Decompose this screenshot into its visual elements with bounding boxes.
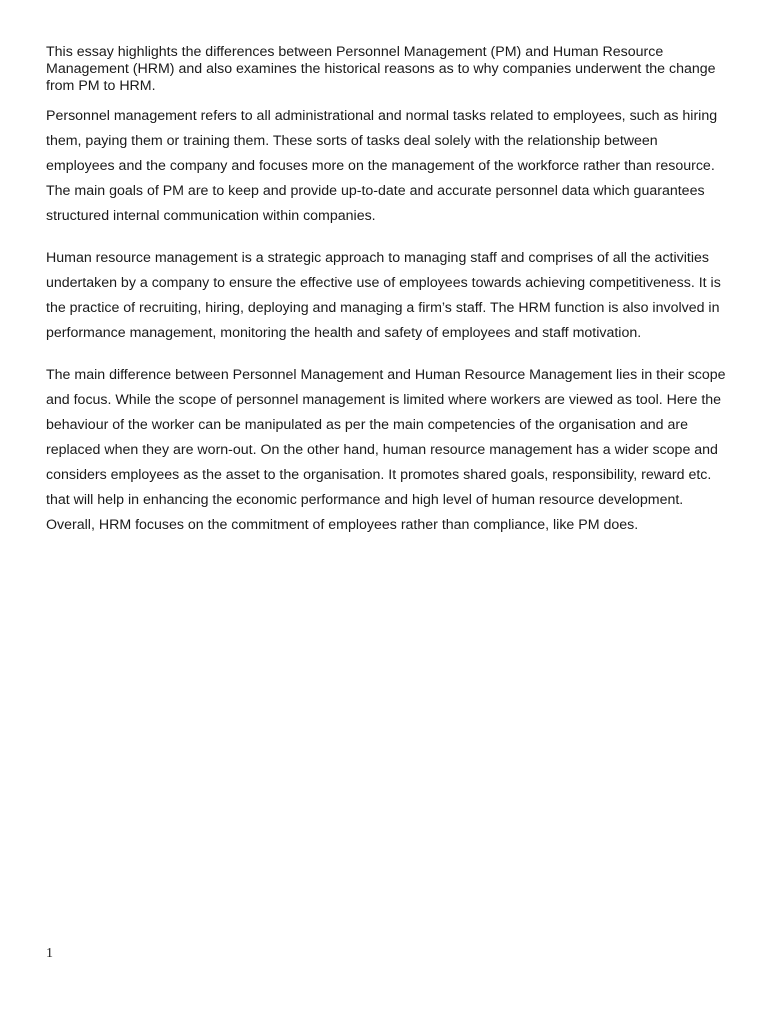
paragraph-personnel-management: Personnel management refers to all administrational and normal tasks related to employees, such as hiring them, paying them or training them. These sorts of tasks deal solely with the relationship between employees and the company and focuses more on the management of the workforce rather than resource. The main goals of PM are to keep and provide up-to-date and accurate personnel data which guarantees structured internal communication within companies.: [46, 108, 718, 224]
document-body: [46, 44, 726, 555]
paragraph-human-resource-management: Human resource management is a strategic approach to managing staff and comprises of all the activities undertaken by a company to ensure the effective use of employees towards achieving competitiveness. It is the practice of recruiting, hiring, deploying and managing a firm’s staff. The HRM function is also involved in performance management, monitoring the health and safety of employees and staff motivation.: [46, 250, 721, 341]
intro-paragraph: This essay highlights the differences between Personnel Management (PM) and Human Resource Management (HRM) and also examines the historical reasons as to why companies underwent the change from PM to HRM.: [46, 44, 716, 94]
paragraph-main-difference: The main difference between Personnel Management and Human Resource Management lies in their scope and focus. While the scope of personnel management is limited where workers are viewed as tool. Here the behaviour of the worker can be manipulated as per the main competencies of the organisation and are replaced when they are worn-out. On the other hand, human resource management has a wider scope and considers employees as the asset to the organisation. It promotes shared goals, responsibility, reward etc. that will help in enhancing the economic performance and high level of human resource development. Overall, HRM focuses on the commitment of employees rather than compliance, like PM does.: [46, 367, 726, 533]
page-number: 1: [46, 946, 53, 961]
